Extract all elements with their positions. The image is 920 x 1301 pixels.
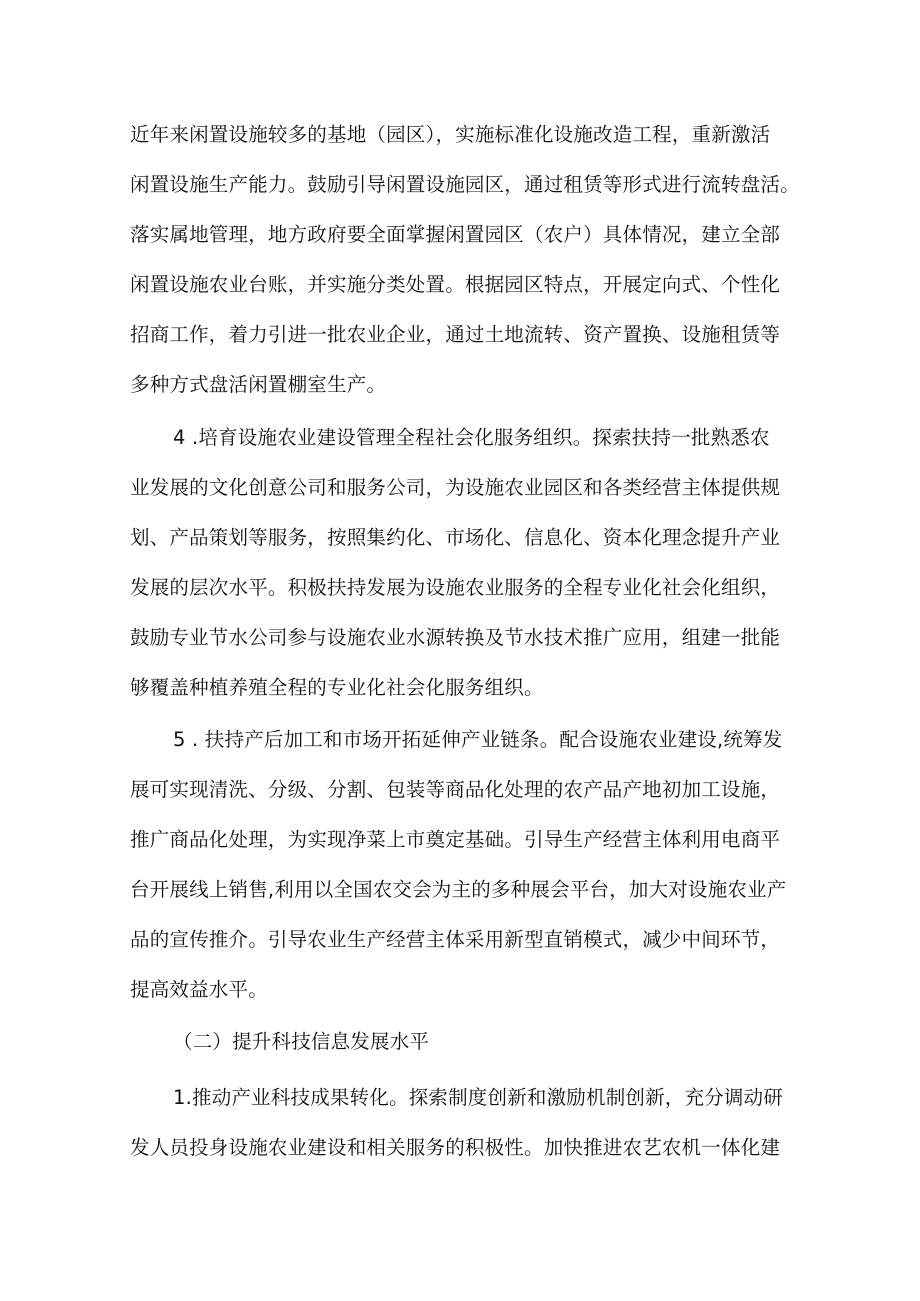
text-line: 够覆盖种植养殖全程的专业化社会化服务组织。 bbox=[130, 676, 544, 699]
text-line: 闲置设施农业台账，并实施分类处置。根据园区特点，开展定向式、个性化 bbox=[130, 273, 781, 296]
text-line: 落实属地管理，地方政府要全面掌握闲置园区（农户）具体情况，建立全部 bbox=[130, 223, 781, 246]
text-line: 划、产品策划等服务，按照集约化、市场化、信息化、资本化理念提升产业 bbox=[130, 526, 781, 549]
text-line: 近年来闲置设施较多的基地（园区），实施标准化设施改造工程，重新激活 bbox=[130, 123, 771, 146]
text-line: 5 . 扶持产后加工和市场开拓延伸产业链条。配合设施农业建设,统筹发 bbox=[173, 728, 783, 751]
text-line: 推广商品化处理，为实现净菜上市奠定基础。引导生产经营主体利用电商平 bbox=[130, 828, 781, 851]
text-line: 提高效益水平。 bbox=[130, 978, 268, 1001]
section-title: （二）提升科技信息发展水平 bbox=[173, 1030, 430, 1053]
text-line: 1.推动产业科技成果转化。探索制度创新和激励机制创新，充分调动研 bbox=[173, 1086, 784, 1109]
text-line: 品的宣传推介。引导农业生产经营主体采用新型直销模式，减少中间环节， bbox=[130, 928, 781, 951]
text-line: 台开展线上销售,利用以全国农交会为主的多种展会平台，加大对设施农业产 bbox=[130, 878, 787, 901]
text-line: 招商工作，着力引进一批农业企业，通过土地流转、资产置换、设施租赁等 bbox=[130, 323, 781, 346]
text-line: 业发展的文化创意公司和服务公司，为设施农业园区和各类经营主体提供规 bbox=[130, 476, 781, 499]
text-line: 闲置设施生产能力。鼓励引导闲置设施园区，通过租赁等形式进行流转盘活。 bbox=[130, 173, 800, 196]
text-line: 发展的层次水平。积极扶持发展为设施农业服务的全程专业化社会化组织， bbox=[130, 576, 781, 599]
text-line: 4 .培育设施农业建设管理全程社会化服务组织。探索扶持一批熟悉农 bbox=[173, 426, 770, 449]
text-line: 鼓励专业节水公司参与设施农业水源转换及节水技术推广应用，组建一批能 bbox=[130, 626, 781, 649]
text-line: 多种方式盘活闲置棚室生产。 bbox=[130, 373, 387, 396]
text-line: 展可实现清洗、分级、分割、包装等商品化处理的农产品产地初加工设施， bbox=[130, 778, 781, 801]
text-line: 发人员投身设施农业建设和相关服务的积极性。加快推进农艺农机一体化建 bbox=[130, 1136, 781, 1159]
